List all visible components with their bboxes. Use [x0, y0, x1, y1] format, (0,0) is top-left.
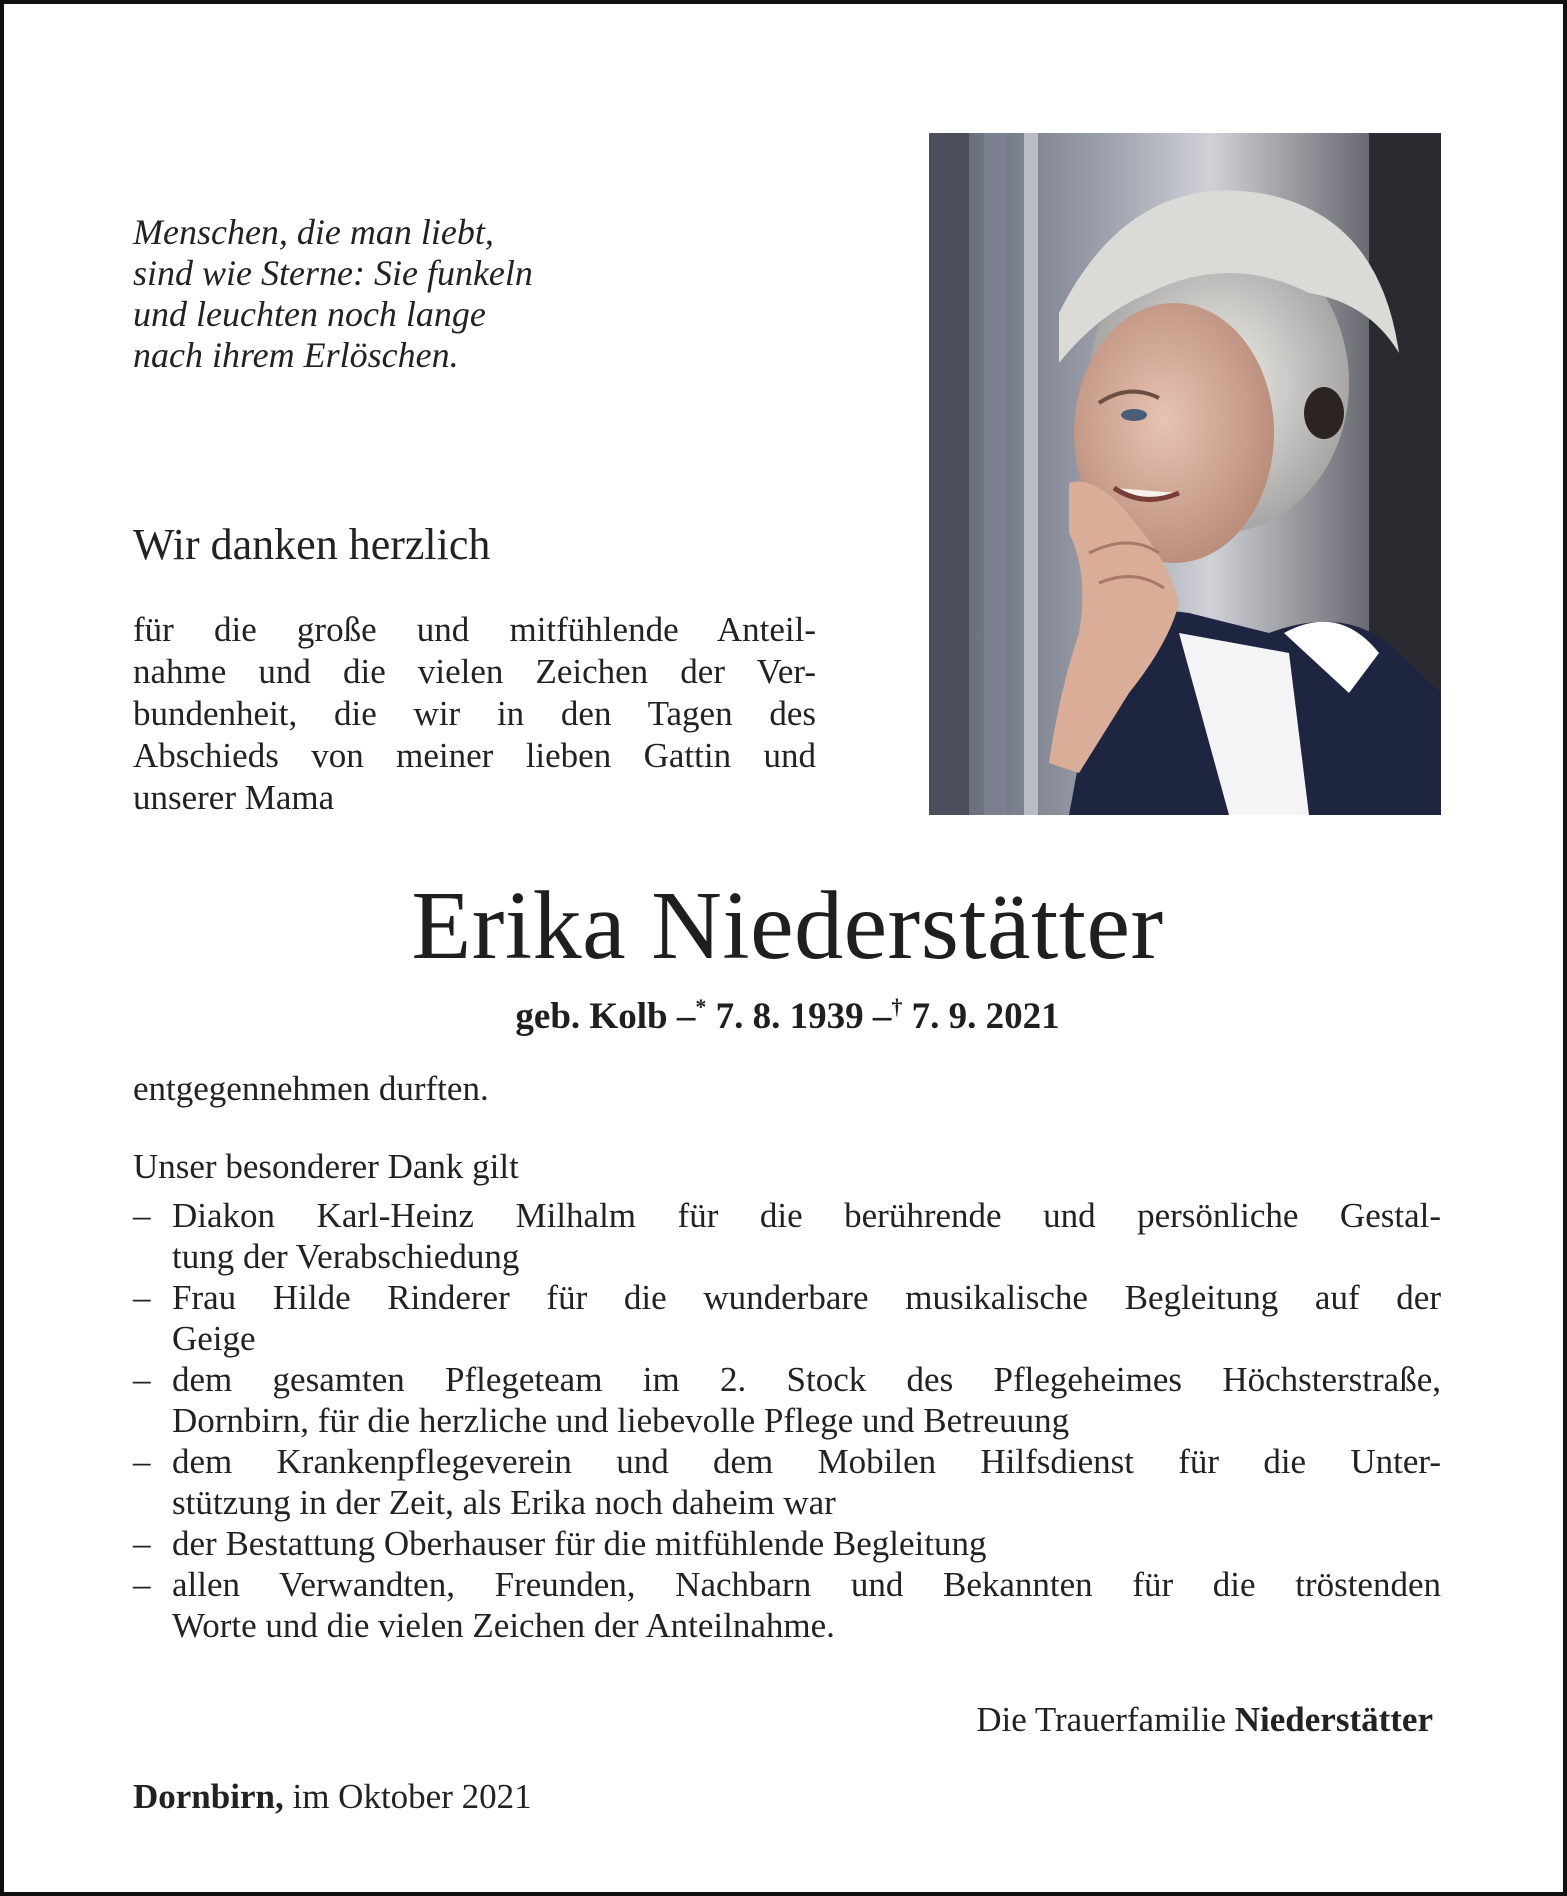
- list-dash: –: [133, 1196, 151, 1235]
- paragraph-line: Abschieds von meiner lieben Gattin und: [133, 736, 816, 775]
- list-dash: –: [133, 1278, 151, 1317]
- list-item-line: Dornbirn, für die herzliche und liebevolle Pflege und Betreuung: [172, 1401, 1070, 1440]
- born-symbol: *: [695, 994, 707, 1019]
- life-dates: [4, 994, 1567, 1038]
- list-item-line: dem gesamten Pflegeteam im 2. Stock des Pflegeheimes Höchsterstraße,: [172, 1360, 1441, 1399]
- memorial-quote: [133, 212, 693, 376]
- quote-line: Menschen, die man liebt,: [133, 212, 494, 252]
- birth-date: 7. 8. 1939: [715, 996, 864, 1037]
- separator-dash: –: [872, 996, 892, 1037]
- list-item: [133, 1359, 1441, 1441]
- list-dash: –: [133, 1442, 151, 1481]
- portrait-illustration: [929, 133, 1441, 815]
- list-item: [133, 1441, 1441, 1523]
- place-date: [133, 1777, 532, 1817]
- thanks-list: [133, 1195, 1441, 1646]
- died-symbol: †: [891, 994, 903, 1019]
- list-item-line: dem Krankenpflegeverein und dem Mobilen Hilfsdienst für die Unter-: [172, 1442, 1441, 1481]
- birth-name: geb. Kolb: [515, 996, 668, 1037]
- list-dash: –: [133, 1360, 151, 1399]
- separator-dash: –: [676, 996, 696, 1037]
- list-item-line: Frau Hilde Rinderer für die wunderbare musikalische Begleitung auf der: [172, 1278, 1441, 1317]
- list-item-line: der Bestattung Oberhauser für die mitfühlende Begleitung: [172, 1524, 987, 1563]
- list-item: [133, 1523, 1441, 1564]
- list-item-line: Worte und die vielen Zeichen der Anteilnahme.: [172, 1606, 835, 1645]
- deceased-name: Erika Niederstätter: [411, 872, 1164, 980]
- continuation-text: entgegennehmen durften.: [133, 1069, 489, 1108]
- thanks-heading: Wir danken herzlich: [133, 520, 491, 569]
- list-item-line: allen Verwandten, Freunden, Nachbarn und Bekannten für die tröstenden: [172, 1565, 1441, 1604]
- family-surname: Niederstätter: [1234, 1700, 1433, 1739]
- quote-line: und leuchten noch lange: [133, 294, 486, 334]
- issue-date: im Oktober 2021: [292, 1777, 532, 1816]
- list-dash: –: [133, 1524, 151, 1563]
- list-item-line: tung der Verabschiedung: [172, 1237, 520, 1276]
- family-signature: [976, 1700, 1433, 1740]
- place-name: Dornbirn,: [133, 1777, 284, 1816]
- paragraph-line: bundenheit, die wir in den Tagen des: [133, 694, 816, 733]
- list-item: [133, 1195, 1441, 1277]
- death-date: 7. 9. 2021: [911, 996, 1060, 1037]
- portrait-photo: [929, 133, 1441, 815]
- special-thanks-intro: Unser besonderer Dank gilt: [133, 1147, 519, 1186]
- paragraph-line: nahme und die vielen Zeichen der Ver-: [133, 652, 816, 691]
- list-dash: –: [133, 1565, 151, 1604]
- list-item-line: stützung in der Zeit, als Erika noch daheim war: [172, 1483, 836, 1522]
- list-item-line: Diakon Karl-Heinz Milhalm für die berührende und persönliche Gestal-: [172, 1196, 1441, 1235]
- family-prefix: Die Trauerfamilie: [976, 1700, 1227, 1739]
- paragraph-line: unserer Mama: [133, 778, 335, 817]
- quote-line: nach ihrem Erlöschen.: [133, 335, 459, 375]
- thanks-intro-paragraph: [133, 609, 816, 819]
- list-item-line: Geige: [172, 1319, 256, 1358]
- list-item: [133, 1277, 1441, 1359]
- paragraph-line: für die große und mitfühlende Anteil-: [133, 610, 816, 649]
- quote-line: sind wie Sterne: Sie funkeln: [133, 253, 533, 293]
- list-item: [133, 1564, 1441, 1646]
